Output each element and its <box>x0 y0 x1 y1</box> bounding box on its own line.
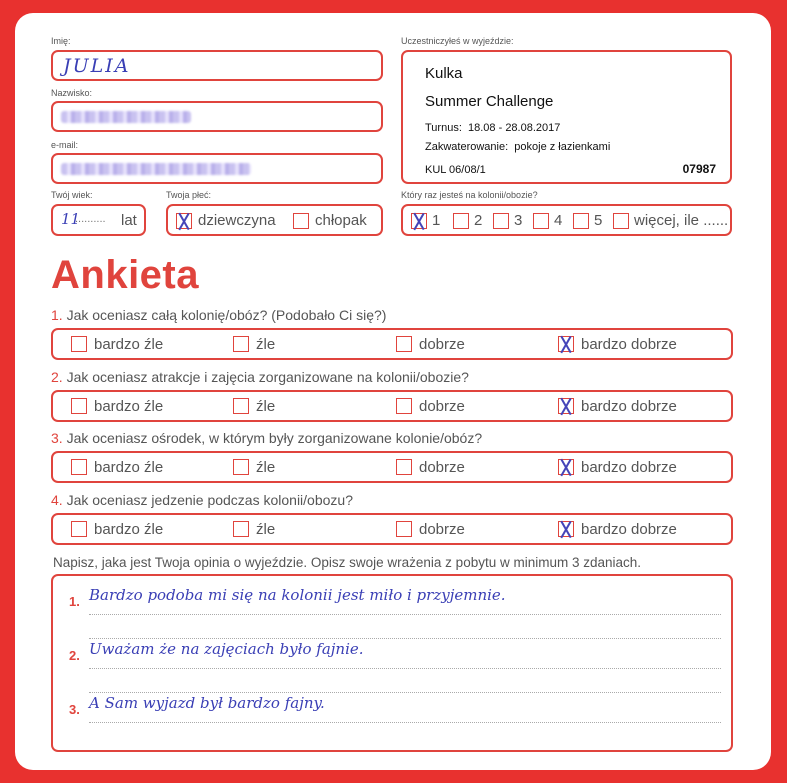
checkbox-checked[interactable] <box>558 459 574 475</box>
checkbox[interactable] <box>233 459 249 475</box>
times-option-label: 5 <box>594 212 603 229</box>
question-3 <box>51 430 482 446</box>
option-good[interactable] <box>396 392 465 420</box>
checkbox[interactable] <box>233 336 249 352</box>
option-very-bad[interactable] <box>71 515 163 543</box>
option-label: bardzo dobrze <box>581 520 677 538</box>
question-text: Jak oceniasz ośrodek, w którym były zorganizowane kolonie/obóz? <box>66 430 483 446</box>
writing-line <box>89 722 721 723</box>
question-4 <box>51 492 353 508</box>
checkbox-checked[interactable] <box>558 398 574 414</box>
option-very-good[interactable] <box>558 330 677 358</box>
trip-name: Kulka <box>425 65 463 82</box>
option-good[interactable] <box>396 515 465 543</box>
checkbox[interactable] <box>233 521 249 537</box>
option-label: bardzo źle <box>94 397 164 415</box>
checkbox[interactable] <box>613 213 629 229</box>
question-number: 4. <box>51 492 63 508</box>
trip-info-box <box>401 50 732 184</box>
writing-line <box>89 614 721 615</box>
question-number: 3. <box>51 430 63 446</box>
times-more-label: więcej, ile ...... <box>634 212 729 229</box>
email-field[interactable] <box>51 153 383 184</box>
times-option-4[interactable] <box>533 212 562 229</box>
option-label: bardzo dobrze <box>581 335 677 353</box>
question-text: Jak oceniasz całą kolonię/obóz? (Podobało Ci się?) <box>66 307 387 323</box>
checkbox[interactable] <box>533 213 549 229</box>
trip-program: Summer Challenge <box>425 93 554 110</box>
checkbox[interactable] <box>396 521 412 537</box>
option-bad[interactable] <box>233 453 275 481</box>
times-option-5[interactable] <box>573 212 602 229</box>
opinion-number: 2. <box>69 648 80 663</box>
option-label: dobrze <box>419 458 465 476</box>
option-label: źle <box>256 520 276 538</box>
question-number: 2. <box>51 369 63 385</box>
gender-option-male[interactable] <box>293 212 367 229</box>
name-value: JULIA <box>63 55 131 77</box>
accommodation-value: pokoje z łazienkami <box>514 141 611 153</box>
option-label: źle <box>256 397 276 415</box>
times-option-label: 1 <box>432 212 441 229</box>
answer-row-4 <box>51 513 733 545</box>
email-label: e-mail: <box>51 140 79 150</box>
age-dots: .......... <box>75 213 106 225</box>
trip-label: Uczestniczyłeś w wyjeździe: <box>401 36 514 46</box>
option-good[interactable] <box>396 453 465 481</box>
gender-option-label: dziewczyna <box>198 212 276 229</box>
opinion-answer-3: A Sam wyjazd był bardzo fajny. <box>89 694 325 712</box>
survey-sheet <box>15 13 771 770</box>
checkbox[interactable] <box>71 336 87 352</box>
option-good[interactable] <box>396 330 465 358</box>
email-redacted <box>61 163 251 175</box>
answer-row-3 <box>51 451 733 483</box>
times-field <box>401 204 732 236</box>
checkbox[interactable] <box>71 398 87 414</box>
option-very-bad[interactable] <box>71 392 163 420</box>
question-number: 1. <box>51 307 63 323</box>
accommodation-label: Zakwaterowanie: <box>425 141 509 153</box>
times-option-2[interactable] <box>453 212 482 229</box>
opinion-prompt: Napisz, jaka jest Twoja opinia o wyjeździe. Opisz swoje wrażenia z pobytu w minimum 3 zdaniach. <box>53 555 642 570</box>
question-text: Jak oceniasz jedzenie podczas kolonii/obozu? <box>66 492 353 508</box>
option-label: źle <box>256 335 276 353</box>
age-value: 11 <box>61 210 81 228</box>
checkbox-checked[interactable] <box>176 213 192 229</box>
option-very-good[interactable] <box>558 515 677 543</box>
accommodation <box>425 141 610 153</box>
turnus-value: 18.08 - 28.08.2017 <box>468 122 561 134</box>
opinion-answer-2: Uważam że na zajęciach było fajnie. <box>89 640 364 658</box>
surname-label: Nazwisko: <box>51 88 93 98</box>
option-label: bardzo źle <box>94 520 164 538</box>
option-bad[interactable] <box>233 392 275 420</box>
option-very-good[interactable] <box>558 392 677 420</box>
checkbox[interactable] <box>233 398 249 414</box>
name-label: Imię: <box>51 36 71 46</box>
times-option-label: 2 <box>474 212 483 229</box>
option-bad[interactable] <box>233 515 275 543</box>
writing-line <box>89 638 721 639</box>
option-label: źle <box>256 458 276 476</box>
age-label: Twój wiek: <box>51 190 93 200</box>
age-unit: lat <box>121 212 137 229</box>
survey-title: Ankieta <box>51 253 199 297</box>
gender-option-female[interactable] <box>176 212 276 229</box>
gender-option-label: chłopak <box>315 212 367 229</box>
question-1 <box>51 307 386 323</box>
checkbox[interactable] <box>453 213 469 229</box>
opinion-number: 3. <box>69 702 80 717</box>
opinion-number: 1. <box>69 594 80 609</box>
gender-label: Twoja płeć: <box>166 190 212 200</box>
option-label: bardzo dobrze <box>581 458 677 476</box>
opinion-answer-1: Bardzo podoba mi się na kolonii jest miło i przyjemnie. <box>89 586 506 604</box>
checkbox-checked[interactable] <box>558 336 574 352</box>
times-option-3[interactable] <box>493 212 522 229</box>
opinion-box[interactable] <box>51 574 733 752</box>
checkbox[interactable] <box>71 521 87 537</box>
name-field[interactable] <box>51 50 383 81</box>
writing-line <box>89 692 721 693</box>
age-field[interactable] <box>51 204 146 236</box>
option-bad[interactable] <box>233 330 275 358</box>
checkbox-checked[interactable] <box>558 521 574 537</box>
option-very-bad[interactable] <box>71 453 163 481</box>
option-label: dobrze <box>419 397 465 415</box>
checkbox[interactable] <box>293 213 309 229</box>
times-option-more[interactable] <box>613 212 728 229</box>
checkbox[interactable] <box>396 398 412 414</box>
option-label: bardzo źle <box>94 458 164 476</box>
checkbox[interactable] <box>493 213 509 229</box>
times-option-label: 3 <box>514 212 523 229</box>
surname-redacted <box>61 111 191 123</box>
option-label: bardzo dobrze <box>581 397 677 415</box>
answer-row-1 <box>51 328 733 360</box>
option-label: bardzo źle <box>94 335 164 353</box>
times-option-1[interactable] <box>411 212 440 229</box>
checkbox[interactable] <box>396 336 412 352</box>
question-2 <box>51 369 469 385</box>
trip-number: 07987 <box>682 162 716 176</box>
gender-field <box>166 204 383 236</box>
turnus-label: Turnus: <box>425 122 462 134</box>
checkbox[interactable] <box>71 459 87 475</box>
question-text: Jak oceniasz atrakcje i zajęcia zorganizowane na kolonii/obozie? <box>66 369 469 385</box>
checkbox[interactable] <box>573 213 589 229</box>
option-very-good[interactable] <box>558 453 677 481</box>
writing-line <box>89 668 721 669</box>
surname-field[interactable] <box>51 101 383 132</box>
turnus <box>425 122 560 134</box>
trip-code: KUL 06/08/1 <box>425 164 486 176</box>
answer-row-2 <box>51 390 733 422</box>
checkbox-checked[interactable] <box>411 213 427 229</box>
times-label: Który raz jesteś na kolonii/obozie? <box>401 190 538 200</box>
times-option-label: 4 <box>554 212 563 229</box>
option-label: dobrze <box>419 520 465 538</box>
option-label: dobrze <box>419 335 465 353</box>
option-very-bad[interactable] <box>71 330 163 358</box>
checkbox[interactable] <box>396 459 412 475</box>
